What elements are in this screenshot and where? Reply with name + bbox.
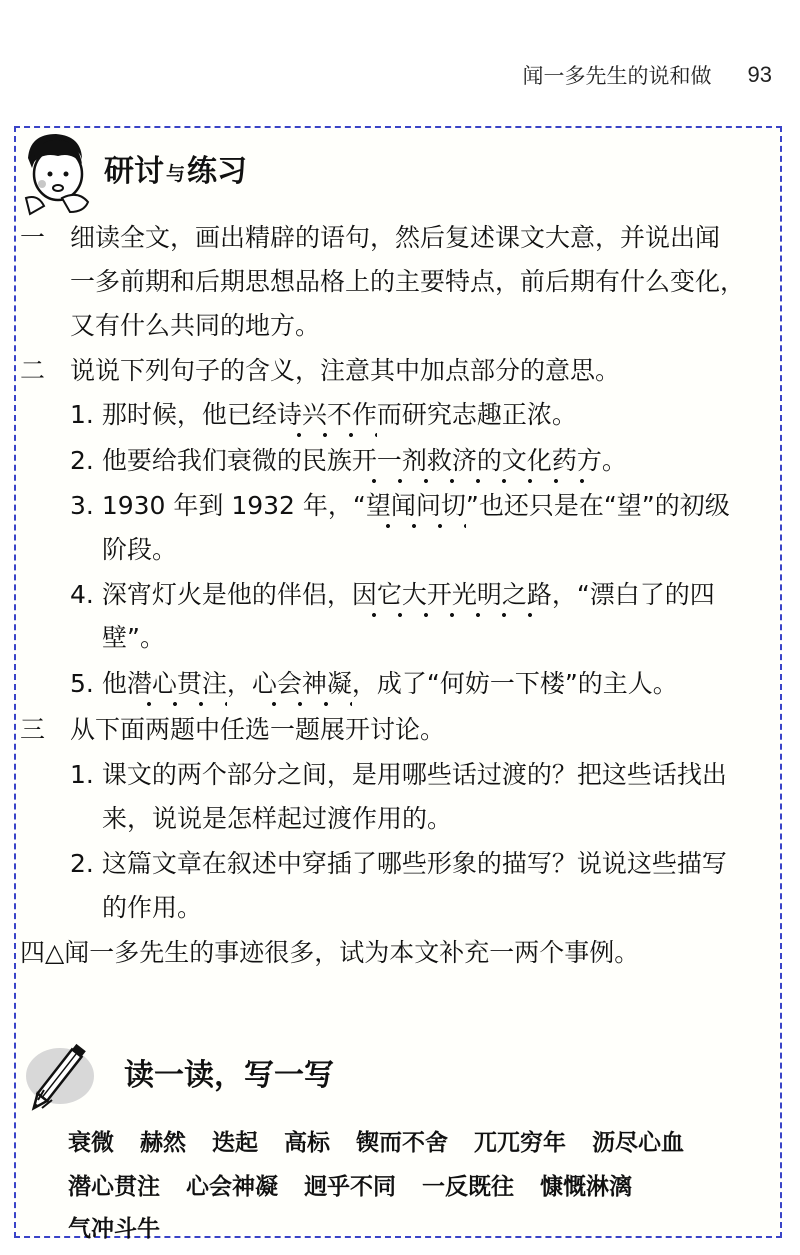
title-part-a: 研讨: [104, 154, 164, 189]
dotted-phrase: 诗兴不作: [276, 400, 377, 429]
question-2-item-4: [70, 575, 715, 615]
item-text-pre: 深宵灯火是他的伴侣，: [101, 580, 352, 609]
question-3-item-1-cont: 来，说说是怎样起过渡作用的。: [102, 804, 453, 833]
dotted-phrase: 潜心贯注: [126, 669, 227, 698]
question-number: 一: [20, 223, 46, 252]
vocab-word: 锲而不舍: [356, 1130, 448, 1156]
question-number: 三: [20, 715, 46, 744]
dotted-phrase-2: 心会神凝: [251, 669, 352, 698]
question-text: 闻一多先生的事迹很多，试为本文补充一两个事例。: [64, 938, 640, 967]
item-number: 2.: [70, 849, 94, 878]
vocab-word: 慷慨淋漓: [540, 1174, 632, 1200]
pencil-icon: [22, 1030, 98, 1114]
dotted-phrase: 因它大开光明之路: [351, 580, 552, 609]
question-1-line-3: 又有什么共同的地方。: [70, 311, 321, 340]
question-2-item-3-cont: 阶段。: [102, 535, 178, 564]
vocab-word: 赫然: [140, 1130, 186, 1156]
student-avatar-icon: [18, 128, 94, 216]
vocab-word: 一反既往: [422, 1174, 514, 1200]
item-text-post: ，成了“何妨一下楼”的主人。: [351, 669, 678, 698]
item-number: 3.: [70, 491, 94, 520]
question-2-item-3: [70, 486, 730, 526]
item-text-post: ，“漂白了的四: [551, 580, 715, 609]
item-text-mid: ，: [226, 669, 252, 698]
section-title-discussion: [104, 146, 247, 190]
question-1-line-1: [20, 218, 720, 258]
item-text-pre: 那时候，他已经: [101, 400, 277, 429]
header-title: 闻一多先生的说和做: [522, 64, 712, 88]
question-2-item-5: [70, 664, 678, 704]
item-text-post: 而研究志趣正浓。: [376, 400, 577, 429]
item-text: 这篇文章在叙述中穿插了哪些形象的描写？说说这些描写: [101, 849, 727, 878]
dotted-phrase: 望闻问切: [365, 491, 466, 520]
vocab-word: 衰微: [68, 1130, 114, 1156]
question-3-item-2: [70, 844, 727, 884]
vocab-row-3: [68, 1210, 186, 1243]
question-number: 二: [20, 356, 46, 385]
vocab-word: 迥乎不同: [304, 1174, 396, 1200]
question-2-item-4-cont: 壁”。: [102, 623, 165, 652]
vocab-word: 潜心贯注: [68, 1174, 160, 1200]
question-3: [20, 710, 445, 750]
vocab-word: 迭起: [212, 1130, 258, 1156]
question-number: 四△: [20, 938, 65, 967]
vocab-word: 兀兀穷年: [474, 1130, 566, 1156]
question-3-item-1: [70, 755, 727, 795]
vocab-row-1: [68, 1124, 710, 1157]
vocab-row-2: [68, 1168, 658, 1201]
item-number: 2.: [70, 446, 94, 475]
question-1-line-2: 一多前期和后期思想品格上的主要特点，前后期有什么变化，: [70, 267, 746, 296]
question-2: [20, 351, 620, 391]
dotted-phrase: 开一剂救济的文化药方: [351, 446, 602, 475]
vocab-word: 沥尽心血: [592, 1130, 684, 1156]
vocab-word: 气冲斗牛: [68, 1216, 160, 1242]
item-number: 1.: [70, 400, 94, 429]
running-header: [523, 60, 772, 90]
question-2-item-1: [70, 395, 577, 435]
title-part-b: 与: [166, 162, 186, 185]
item-text-pre: 他: [101, 669, 127, 698]
vocab-word: 心会神凝: [186, 1174, 278, 1200]
item-text-post: 。: [601, 446, 627, 475]
item-text-pre: 他要给我们衰微的民族: [101, 446, 352, 475]
title-text: 读一读，写一写: [124, 1058, 334, 1093]
section-title-reading: [124, 1050, 334, 1094]
title-part-c: 练习: [187, 154, 248, 189]
item-number: 1.: [70, 760, 94, 789]
question-3-item-2-cont: 的作用。: [102, 893, 203, 922]
question-text: 说说下列句子的含义，注意其中加点部分的意思。: [70, 356, 621, 385]
vocab-word: 高标: [284, 1130, 330, 1156]
question-text: 从下面两题中任选一题展开讨论。: [70, 715, 446, 744]
question-text: 细读全文，画出精辟的语句，然后复述课文大意，并说出闻: [70, 223, 721, 252]
item-number: 5.: [70, 669, 94, 698]
question-2-item-2: [70, 441, 627, 481]
question-4: [20, 933, 639, 973]
page-number: 93: [747, 62, 772, 87]
item-text-pre: 1930 年到 1932 年，“: [101, 491, 366, 520]
item-number: 4.: [70, 580, 94, 609]
item-text-post: ”也还只是在“望”的初级: [465, 491, 730, 520]
item-text: 课文的两个部分之间，是用哪些话过渡的？把这些话找出: [101, 760, 727, 789]
